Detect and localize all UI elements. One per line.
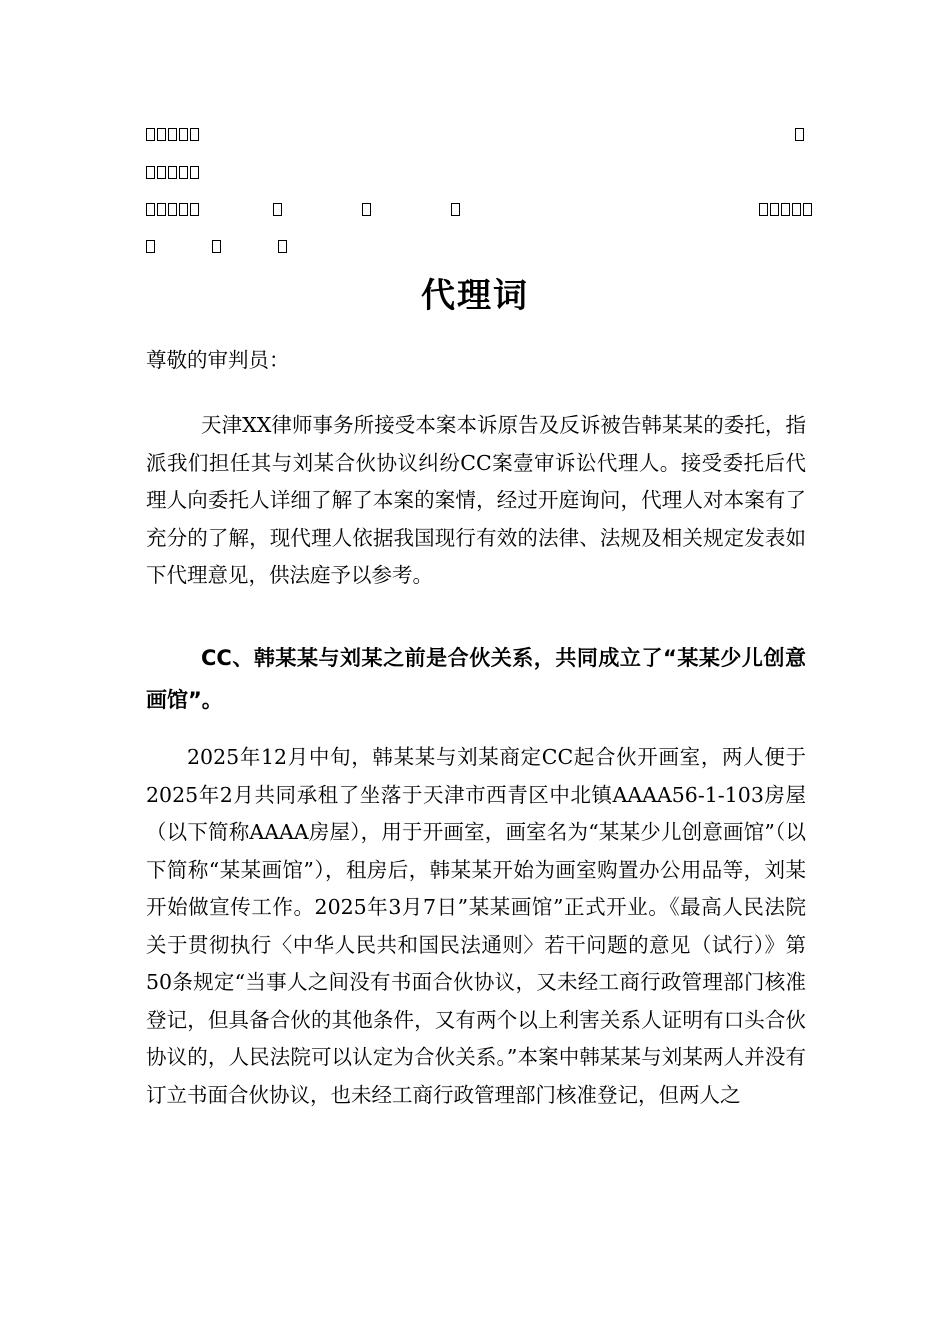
placeholder-glyph [168, 166, 177, 179]
header-placeholder-row-1-right [795, 128, 804, 141]
placeholder-glyph [278, 240, 287, 253]
placeholder-glyph [362, 203, 371, 216]
placeholder-glyph [157, 166, 166, 179]
placeholder-glyph [781, 203, 790, 216]
placeholder-glyph [190, 128, 199, 141]
placeholder-glyph [157, 203, 166, 216]
header-placeholder-row-3-mid-b [362, 203, 371, 216]
placeholder-glyph [168, 128, 177, 141]
placeholder-glyph [795, 128, 804, 141]
document-title: 代理词 [421, 276, 529, 316]
placeholder-glyph [273, 203, 282, 216]
placeholder-glyph [451, 203, 460, 216]
placeholder-glyph [146, 128, 155, 141]
header-placeholder-row-2 [146, 166, 199, 179]
salutation: 尊敬的审判员： [146, 348, 290, 372]
placeholder-glyph [190, 166, 199, 179]
header-placeholder-row-3-mid-c [451, 203, 460, 216]
body-paragraph-2: 2025年12月中旬，韩某某与刘某商定CC起合伙开画室，两人便于2025年2月共同承租了坐落于天津市西青区中北镇AAAA56-1-103房屋（以下简称AAAA房屋），用于开画室，画室名为“某某少儿创意画馆”（以下简称“某某画馆”），租房后，韩某某开始为画室购置办公用品等，刘某开始做宣传工作。2025年3月7日”某某画馆”正式开业。《最高人民法院关于贯彻执行〈中华人民共和国民法通则〉若干问题的意见（试行）》第50条规定“当事人之间没有书面合伙协议，又未经工商行政管理部门核准登记，但具备合伙的其他条件，又有两个以上利害关系人证明有口头合伙协议的，人民法院可以认定为合伙关系。”本案中韩某某与刘某两人并没有订立书面合伙协议，也未经工商行政管理部门核准登记，但两人之 [146, 745, 806, 1107]
placeholder-glyph [168, 203, 177, 216]
placeholder-glyph [803, 203, 812, 216]
placeholder-glyph [157, 128, 166, 141]
section-heading-1: CC、韩某某与刘某之前是合伙关系，共同成立了“某某少儿创意画馆”。 [146, 646, 806, 712]
header-placeholder-row-3-right [759, 203, 812, 216]
header-placeholder-row-4-a [146, 240, 155, 253]
placeholder-glyph [179, 166, 188, 179]
placeholder-glyph [179, 203, 188, 216]
placeholder-glyph [190, 203, 199, 216]
placeholder-glyph [212, 240, 221, 253]
header-placeholder-row-4-b [212, 240, 221, 253]
body-paragraph-1: 天津XX律师事务所接受本案本诉原告及反诉被告韩某某的委托，指派我们担任其与刘某合伙协议纠纷CC案壹审诉讼代理人。接受委托后代理人向委托人详细了解了本案的案情，经过开庭询问，代理人对本案有了充分的了解，现代理人依据我国现行有效的法律、法规及相关规定发表如下代理意见，供法庭予以参考。 [146, 413, 806, 587]
header-placeholder-row-4-c [278, 240, 287, 253]
placeholder-glyph [770, 203, 779, 216]
placeholder-glyph [179, 128, 188, 141]
header-placeholder-row-3-left [146, 203, 199, 216]
placeholder-glyph [146, 166, 155, 179]
placeholder-glyph [146, 203, 155, 216]
placeholder-glyph [146, 240, 155, 253]
placeholder-glyph [759, 203, 768, 216]
placeholder-glyph [792, 203, 801, 216]
header-placeholder-row-3-mid-a [273, 203, 282, 216]
header-placeholder-row-1-left [146, 128, 199, 141]
